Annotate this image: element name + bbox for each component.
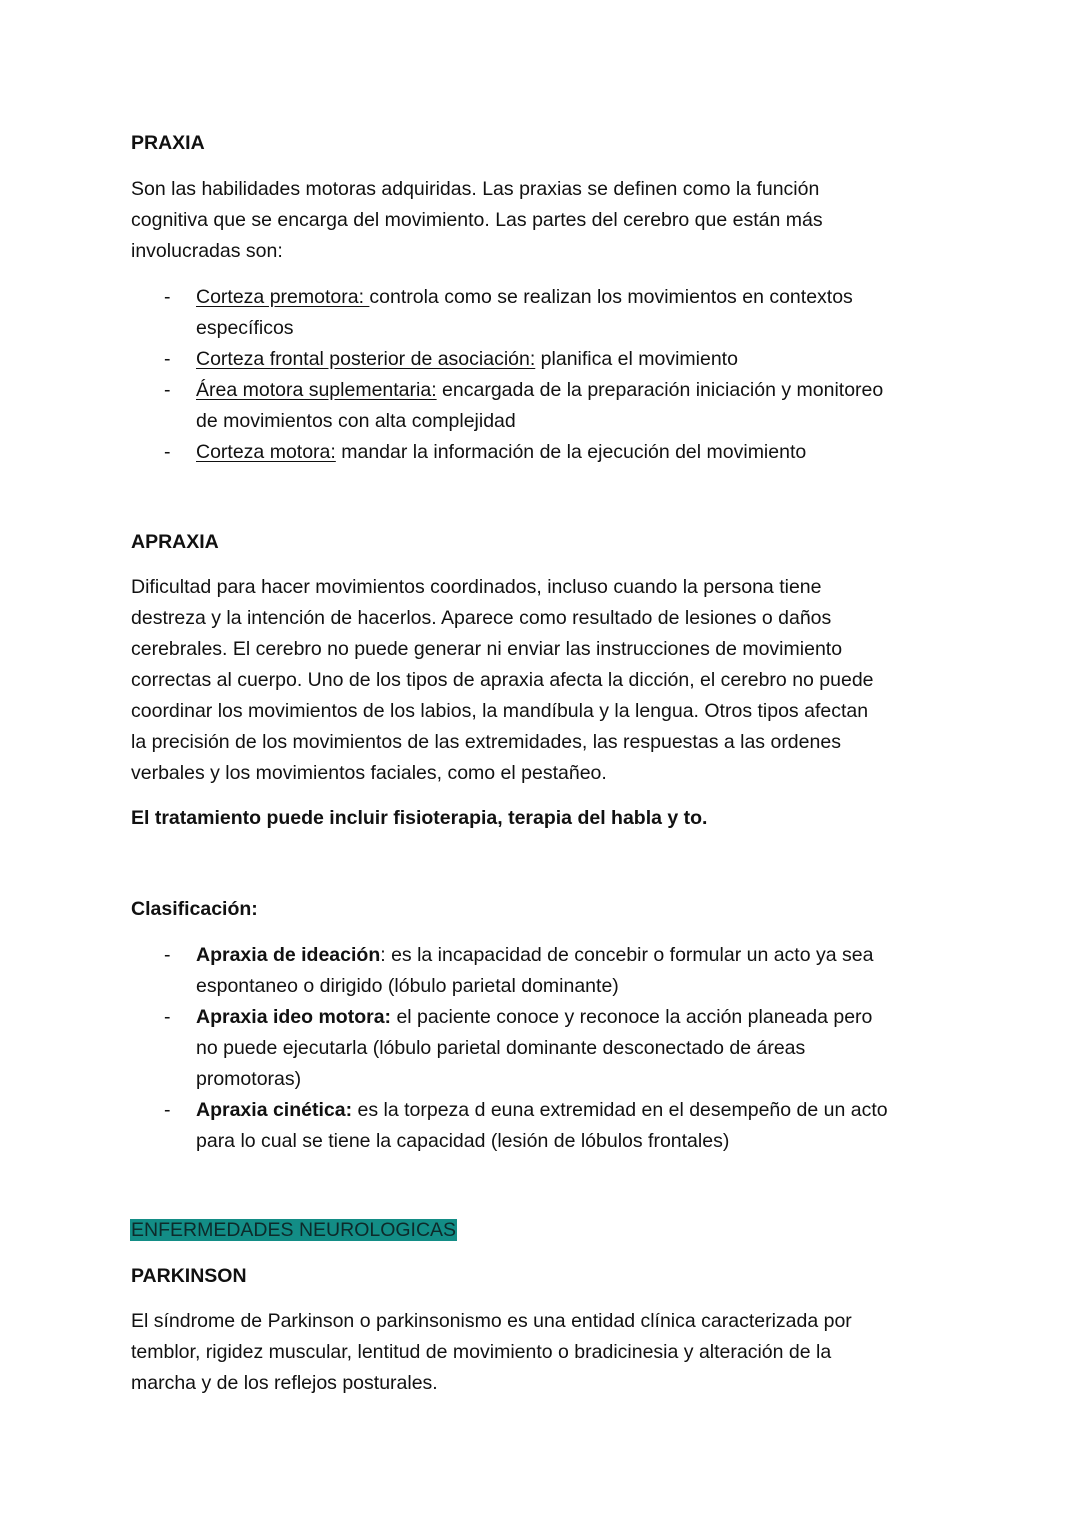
item-term: Corteza motora: (196, 441, 336, 463)
list-item (131, 375, 883, 437)
text-line: Son las habilidades motoras adquiridas. Las praxias se definen como la función (131, 178, 820, 200)
bullet: - (164, 1099, 171, 1121)
enfermedades-heading (130, 1215, 457, 1246)
list-item (131, 437, 883, 468)
text-line: la precisión de los movimientos de las extremidades, las respuestas a las ordenes (131, 731, 841, 753)
text-line: El síndrome de Parkinson o parkinsonismo es una entidad clínica caracterizada por (131, 1310, 852, 1332)
item-term: Apraxia cinética: (196, 1099, 353, 1121)
item-text: mandar la información de la ejecución del movimiento (335, 441, 807, 463)
list-item (131, 1095, 888, 1157)
text-line: verbales y los movimientos faciales, como el pestañeo. (131, 762, 607, 784)
item-text: espontaneo o dirigido (lóbulo parietal dominante) (196, 975, 619, 997)
text-line: temblor, rigidez muscular, lentitud de movimiento o bradicinesia y alteración de la (131, 1341, 832, 1363)
text-line: marcha y de los reflejos posturales. (131, 1372, 438, 1394)
clasificacion-list (131, 940, 888, 1157)
bullet: - (164, 286, 171, 308)
list-item (131, 282, 883, 344)
bullet: - (164, 944, 171, 966)
item-text: es la torpeza d euna extremidad en el desempeño de un acto (352, 1099, 888, 1121)
item-text: para lo cual se tiene la capacidad (lesión de lóbulos frontales) (196, 1130, 730, 1152)
item-text: de movimientos con alta complejidad (196, 410, 516, 432)
text-line: involucradas son: (131, 240, 283, 262)
apraxia-body (131, 572, 874, 789)
praxia-heading: PRAXIA (131, 132, 205, 154)
item-text: promotoras) (196, 1068, 302, 1090)
text-line: correctas al cuerpo. Uno de los tipos de apraxia afecta la dicción, el cerebro no puede (131, 669, 874, 691)
text-line: cognitiva que se encarga del movimiento. Las partes del cerebro que están más (131, 209, 823, 231)
praxia-list (131, 282, 883, 468)
item-text: encargada de la preparación iniciación y monitoreo (436, 379, 884, 401)
item-text: específicos (196, 317, 294, 339)
item-term: Apraxia de ideación (196, 944, 381, 966)
parkinson-heading: PARKINSON (131, 1265, 247, 1287)
text-line: destreza y la intención de hacerlos. Aparece como resultado de lesiones o daños (131, 607, 832, 629)
bullet: - (164, 379, 171, 401)
item-term: Corteza frontal posterior de asociación: (196, 348, 536, 370)
list-item (131, 940, 888, 1002)
list-item (131, 1002, 888, 1095)
apraxia-heading: APRAXIA (131, 531, 219, 553)
parkinson-body (131, 1306, 852, 1399)
text-line: coordinar los movimientos de los labios, la mandíbula y la lengua. Otros tipos afectan (131, 700, 869, 722)
item-text: : es la incapacidad de concebir o formular un acto ya sea (380, 944, 874, 966)
item-term: Corteza premotora: (196, 286, 370, 308)
item-text: no puede ejecutarla (lóbulo parietal dominante desconectado de áreas (196, 1037, 806, 1059)
clasificacion-heading: Clasificación: (131, 898, 258, 920)
text-line: Dificultad para hacer movimientos coordinados, incluso cuando la persona tiene (131, 576, 822, 598)
item-text: controla como se realizan los movimientos en contextos (369, 286, 853, 308)
bullet: - (164, 441, 171, 463)
bullet: - (164, 348, 171, 370)
item-text: el paciente conoce y reconoce la acción planeada pero (391, 1006, 873, 1028)
item-term: Área motora suplementaria: (196, 379, 437, 401)
item-text: planifica el movimiento (535, 348, 738, 370)
treatment-note: El tratamiento puede incluir fisioterapia, terapia del habla y to. (131, 807, 708, 829)
list-item (131, 344, 883, 375)
praxia-intro (131, 174, 823, 267)
text-line: cerebrales. El cerebro no puede generar ni enviar las instrucciones de movimiento (131, 638, 843, 660)
highlighted-heading: ENFERMEDADES NEUROLOGICAS (131, 1219, 457, 1241)
bullet: - (164, 1006, 171, 1028)
item-term: Apraxia ideo motora: (196, 1006, 392, 1028)
